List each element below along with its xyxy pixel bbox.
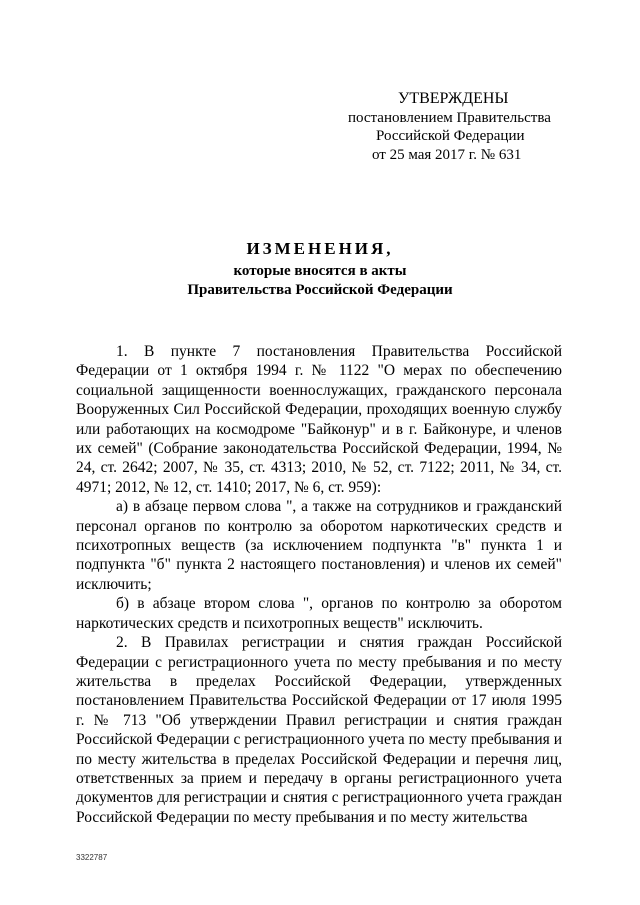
approval-stamp — [330, 90, 560, 164]
approval-heading: УТВЕРЖДЕНЫ — [398, 90, 509, 107]
title-subtitle-2: Правительства Российской Федерации — [187, 282, 453, 298]
paragraph-1a: а) в абзаце первом слова ", а также на сотрудников и гражданский персонал органов по контролю за оборотом наркотических средств и психотропных веществ (за исключением подпункта "в" пункта 1 и подпункта "б" пункта 2 настоящего постановления) и членов их семей" исключить; — [76, 498, 562, 593]
paragraph-2: 2. В Правилах регистрации и снятия граждан Российской Федерации с регистрационного учета по месту пребывания и по месту жительства в пределах Российской Федерации, утвержденных постановлением Правительства Российской Федерации от 17 июля 1995 г. № 713 "Об утверждении Правил регистрации и снятия граждан Российской Федерации с регистрационного учета по месту пребывания и по месту жительства в пределах Российской Федерации и перечня лиц, ответственных за прием и передачу в органы регистрационного учета документов для регистрации и снятия с регистрационного учета граждан Российской Федерации по месту пребывания и по месту жительства — [76, 634, 562, 826]
paragraph-1: 1. В пункте 7 постановления Правительства Российской Федерации от 1 октября 1994 г. № 1122 "О мерах по обеспечению социальной защищенности военнослужащих, гражданского персонала Вооруженных Сил Российской Федерации, проходящих военную службу или работающих на космодроме "Байконур" и в г. Байконуре, и членов их семей" (Собрание законодательства Российской Федерации, 1994, № 24, ст. 2642; 2007, № 35, ст. 4313; 2010, № 52, ст. 7122; 2011, № 34, ст. 4971; 2012, № 12, ст. 1410; 2017, № 6, ст. 959): — [76, 343, 562, 496]
title-main: ИЗМЕНЕНИЯ, — [246, 239, 394, 258]
approval-line-1: постановлением Правительства — [348, 109, 551, 126]
document-code: 3322787 — [76, 853, 108, 862]
approval-line-2: Российской Федерации — [376, 128, 525, 144]
paragraph-1b: б) в абзаце втором слова ", органов по контролю за оборотом наркотических средств и психотропных веществ" исключить. — [76, 595, 562, 632]
approval-line-3: от 25 мая 2017 г. № 631 — [372, 146, 522, 163]
title-subtitle-1: которые вносятся в акты — [233, 263, 407, 279]
document-title — [0, 236, 640, 300]
document-body — [76, 342, 562, 827]
